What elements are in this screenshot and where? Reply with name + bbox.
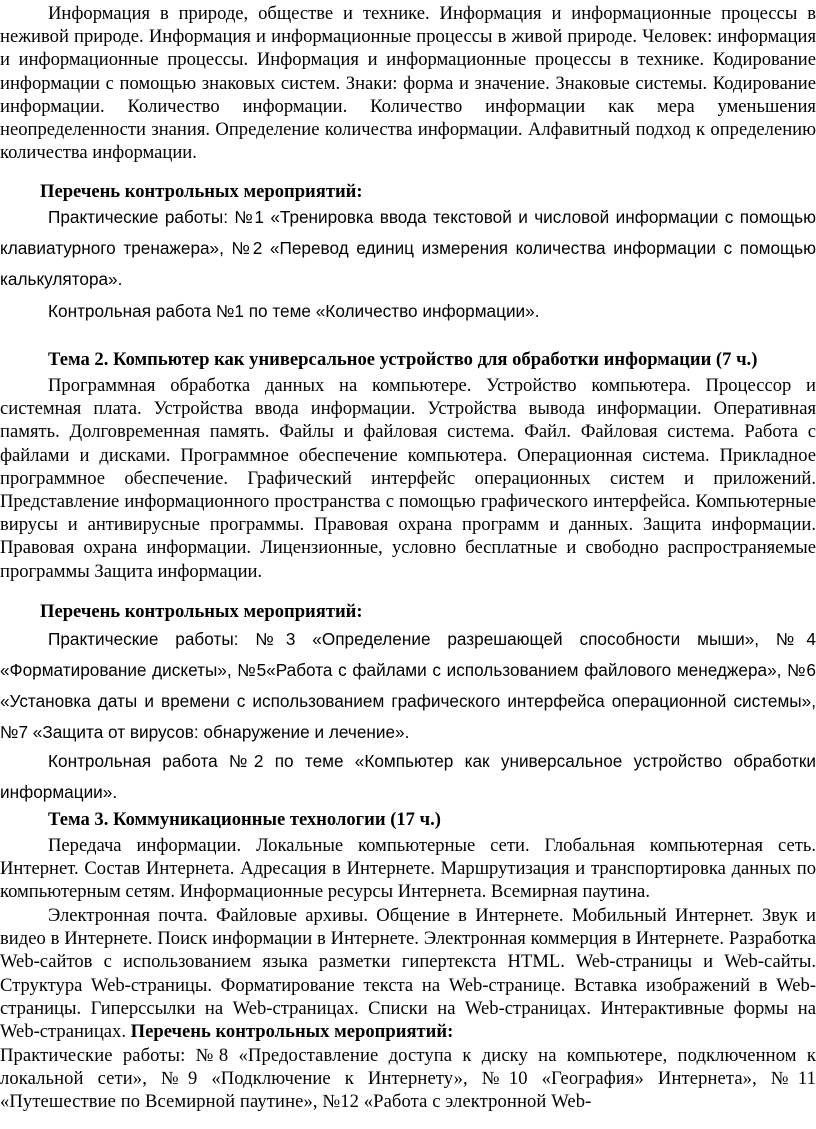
section1-practical-works: Практические работы: №1 «Тренировка ввода текстовой и числовой информации с помощью клавиатурного тренажера», №2 «Перевод единиц измерения количества информации с помощью калькулятора». xyxy=(0,207,816,289)
section1-control-heading: Перечень контрольных мероприятий: xyxy=(40,181,363,202)
section3-body-1: Передача информации. Локальные компьютерные сети. Глобальная компьютерная сеть. Интернет. Состав Интернета. Адресация в Интернете. Маршрутизация и транспортировка данных по компьютерным сетям. Информационные ресурсы Интернета. Всемирная паутина. xyxy=(0,835,816,903)
section3-practical-works: Практические работы: №8 «Предоставление доступа к диску на компьютере, подключенном к локальной сети», №9 «Подключение к Интернету», №10 «География» Интернета», №11 «Путешествие по Всемирной паутине», №12 «Работа с электронной Web- xyxy=(0,1045,816,1113)
section2-body: Программная обработка данных на компьютере. Устройство компьютера. Процессор и системная плата. Устройства ввода информации. Устройства вывода информации. Оперативная память. Долговременная память. Файлы и файловая система. Файл. Файловая система. Работа с файлами и дисками. Программное обеспечение компьютера. Операционная система. Прикладное программное обеспечение. Графический интерфейс операционных систем и приложений. Представление информационного пространства с помощью графического интерфейса. Компьютерные вирусы и антивирусные программы. Правовая охрана программ и данных. Защита информации. Правовая охрана информации. Лицензионные, условно бесплатные и свободно распространяемые программы Защита информации. xyxy=(0,375,816,582)
section1-control-work: Контрольная работа №1 по теме «Количество информации». xyxy=(48,301,540,321)
section1-body: Информация в природе, обществе и технике. Информация и информационные процессы в неживой природе. Информация и информационные процессы в живой природе. Человек: информация и информационные процессы. Информация и информационные процессы в технике. Кодирование информации с помощью знаковых систем. Знаки: форма и значение. Знаковые системы. Кодирование информации. Количество информации. Количество информации как мера уменьшения неопределенности знания. Определение количества информации. Алфавитный подход к определению количества информации. xyxy=(0,3,816,164)
section2-practical-works: Практические работы: №3 «Определение разрешающей способности мыши», №4 «Форматирование дискеты», №5«Работа с файлами с использованием файлового менеджера», №6 «Установка даты и времени с использованием графического интерфейса операционной системы», №7 «Защита от вирусов: обнаружение и лечение». xyxy=(0,629,816,742)
section3-body-2-text: Электронная почта. Файловые архивы. Общение в Интернете. Мобильный Интернет. Звук и видео в Интернете. Поиск информации в Интернете. Электронная коммерция в Интернете. Разработка Web-сайтов с использованием языка разметки гипертекста HTML. Web-страницы и Web-сайты. Структура Web-страницы. Форматирование текста на Web-странице. Вставка изображений в Web-страницы. Гиперссылки на Web-страницах. Списки на Web-страницах. Интерактивные формы на Web-страницах. xyxy=(0,905,816,1043)
section3-body-2 xyxy=(0,904,816,1043)
section2-control-heading: Перечень контрольных мероприятий: xyxy=(40,601,363,622)
section2-control-work: Контрольная работа №2 по теме «Компьютер как универсальное устройство обработки информации». xyxy=(0,751,816,802)
section3-control-heading: Перечень контрольных мероприятий: xyxy=(130,1021,454,1043)
section2-heading: Тема 2. Компьютер как универсальное устройство для обработки информации (7 ч.) xyxy=(48,349,758,370)
section3-heading: Тема 3. Коммуникационные технологии (17 ч.) xyxy=(48,809,441,830)
